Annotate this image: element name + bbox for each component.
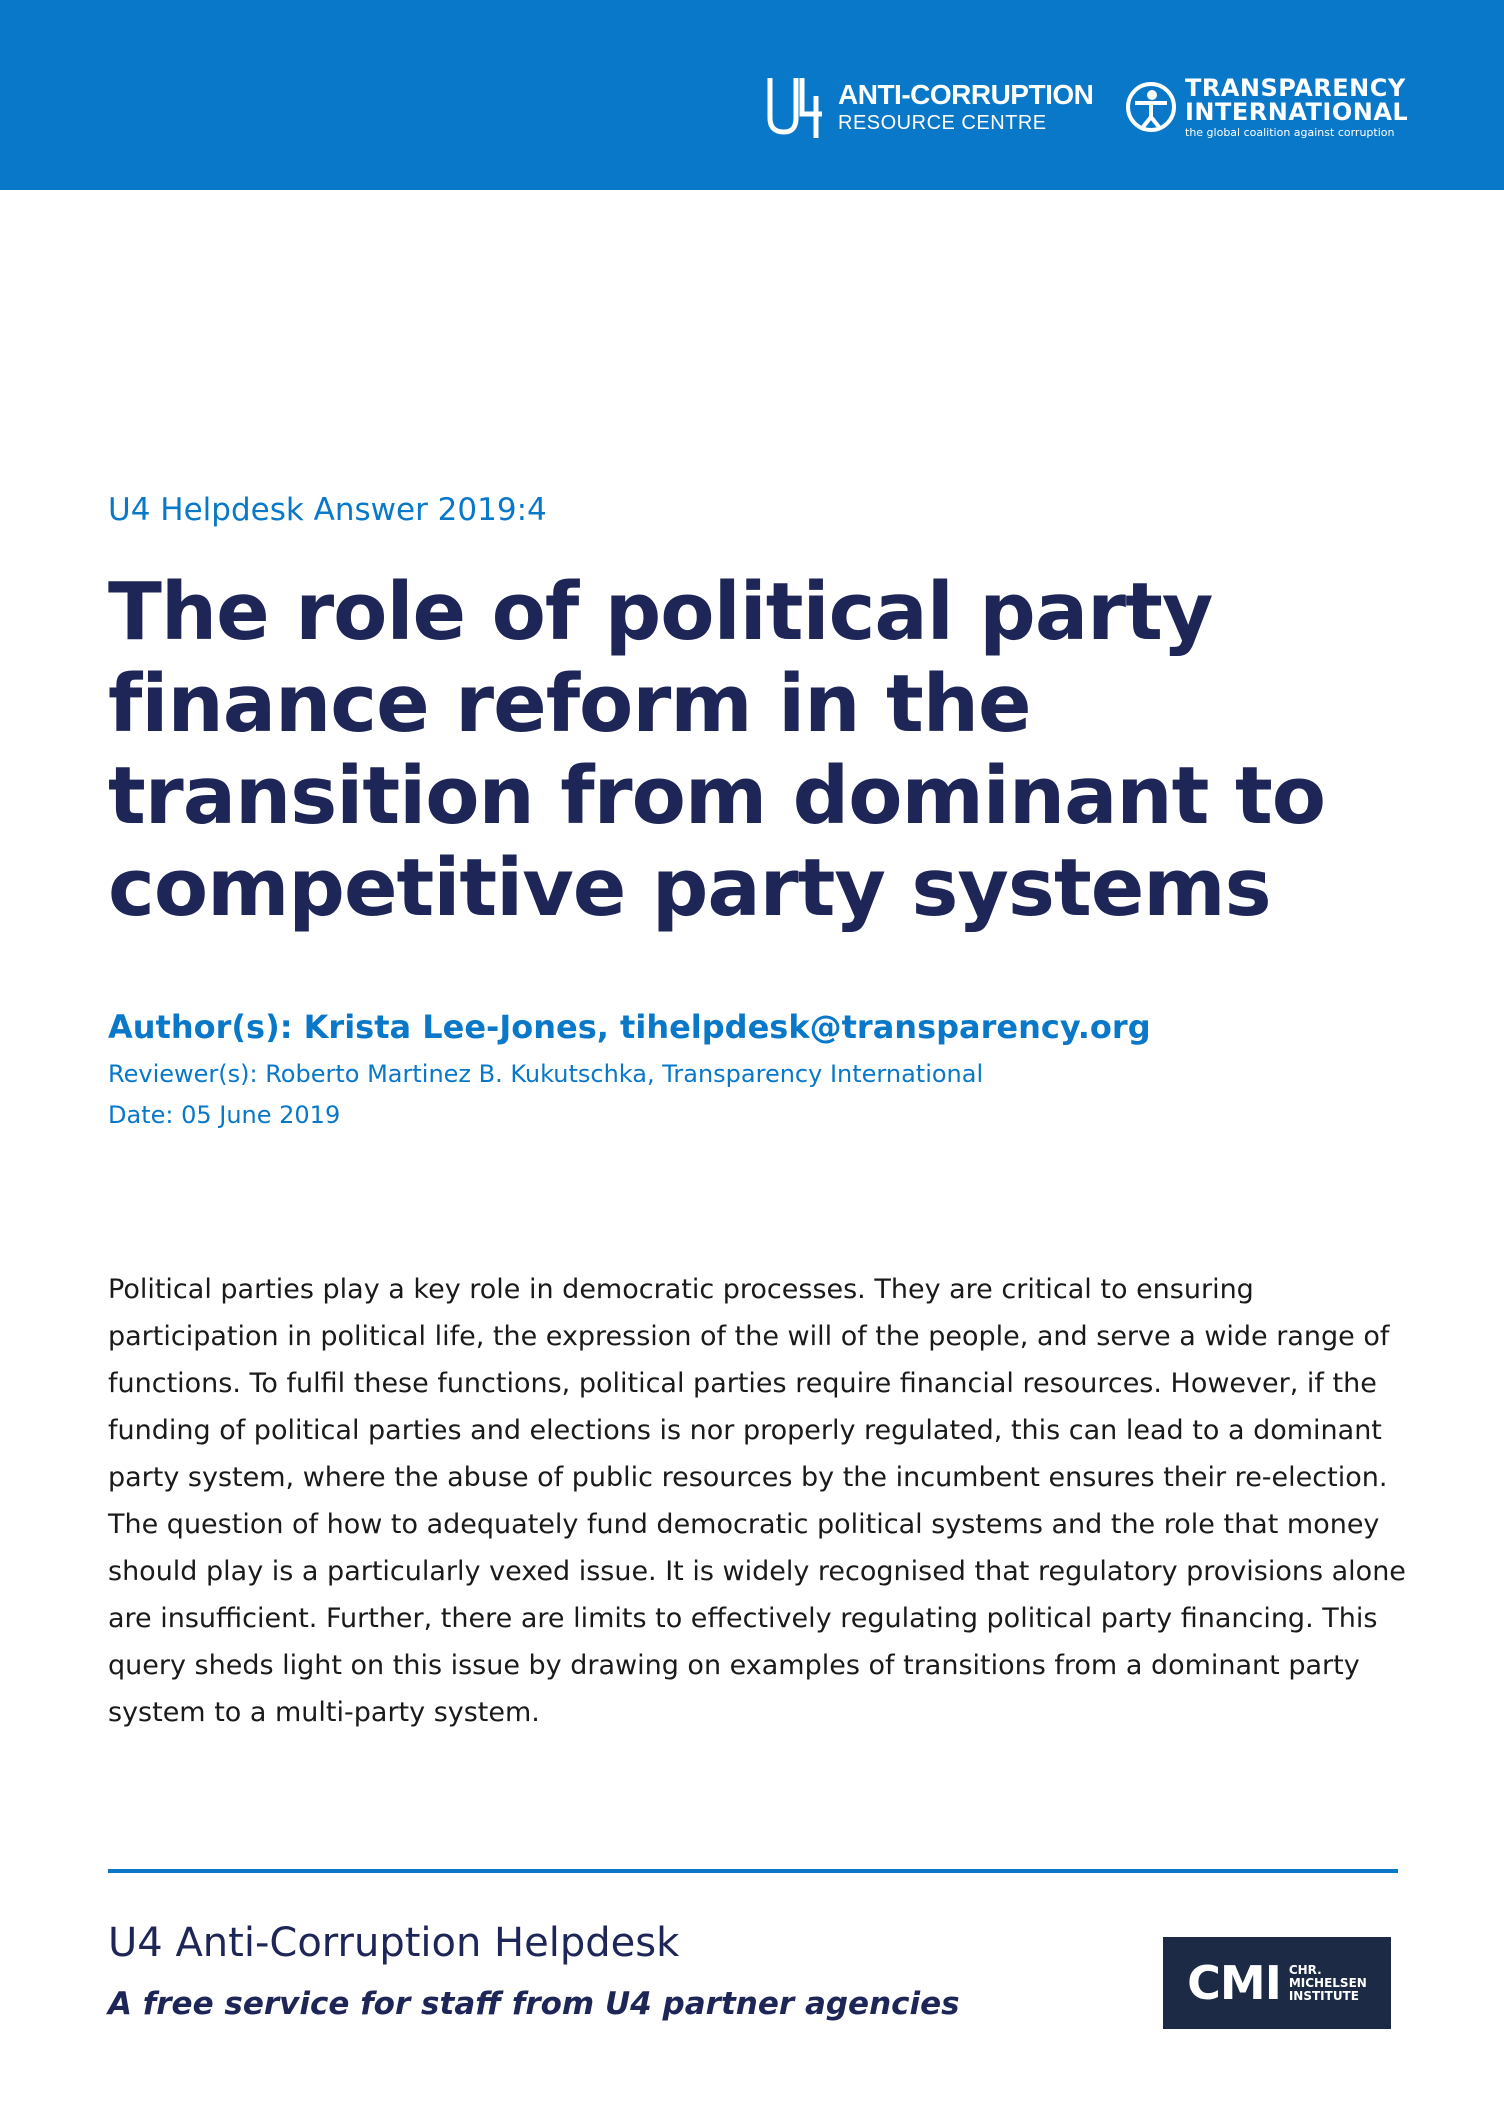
u4-logo-sub: RESOURCE CENTRE: [838, 112, 1047, 134]
u4-mark-icon: [766, 74, 826, 140]
ti-logo-line1: TRANSPARENCY: [1185, 74, 1406, 102]
ti-logo-tagline: the global coalition against corruption: [1185, 126, 1395, 139]
abstract-paragraph: Political parties play a key role in democratic processes. They are critical to ensuring participation in political life, the expression of the will of the people, and serve a wide range of functions. To fulfil these functions, political parties require financial resources. However, if the funding of political parties and elections is nor properly regulated, this can lead to a dominant party system, where the abuse of public resources by the incumbent ensures their re-election. The question of how to adequately fund democratic political systems and the role that money should play is a particularly vexed issue. It is widely recognised that regulatory provisions alone are insufficient. Further, there are limits to effectively regulating political party financing. This query sheds light on this issue by drawing on examples of transitions from a dominant party system to a multi-party system.: [108, 1274, 1406, 1728]
u4-logo[interactable]: [766, 74, 1093, 140]
document-title: The role of political party finance reform in the transition from dominant to competitive party systems: [108, 566, 1325, 934]
ti-logo-line2: INTERNATIONAL: [1185, 98, 1409, 126]
footer-subtitle: A free service for staff from U4 partner agencies: [108, 1986, 960, 2022]
cmi-logo-line1: CHR.: [1288, 1962, 1322, 1977]
series-kicker: U4 Helpdesk Answer 2019:4: [108, 492, 547, 528]
header-bar: [0, 0, 1504, 190]
reviewers-line: Reviewer(s): Roberto Martinez B. Kukutschka, Transparency International: [108, 1060, 984, 1088]
u4-logo-name: ANTI-CORRUPTION: [838, 79, 1094, 110]
authors-line: Author(s): Krista Lee-Jones, tihelpdesk@transparency.org: [108, 1008, 1151, 1046]
cmi-logo-line2: MICHELSEN: [1288, 1975, 1367, 1990]
footer-title: U4 Anti-Corruption Helpdesk: [108, 1920, 680, 1966]
ti-logo[interactable]: [1125, 74, 1408, 140]
ti-globe-icon: [1125, 81, 1177, 133]
cmi-logo-abbr: CMI: [1187, 1956, 1281, 2010]
date-line: Date: 05 June 2019: [108, 1101, 341, 1129]
cmi-logo-line3: INSTITUTE: [1288, 1988, 1359, 2003]
cmi-logo[interactable]: [1163, 1937, 1391, 2029]
cmi-logo-name: [1289, 1964, 1367, 2003]
footer-divider: [108, 1869, 1398, 1873]
